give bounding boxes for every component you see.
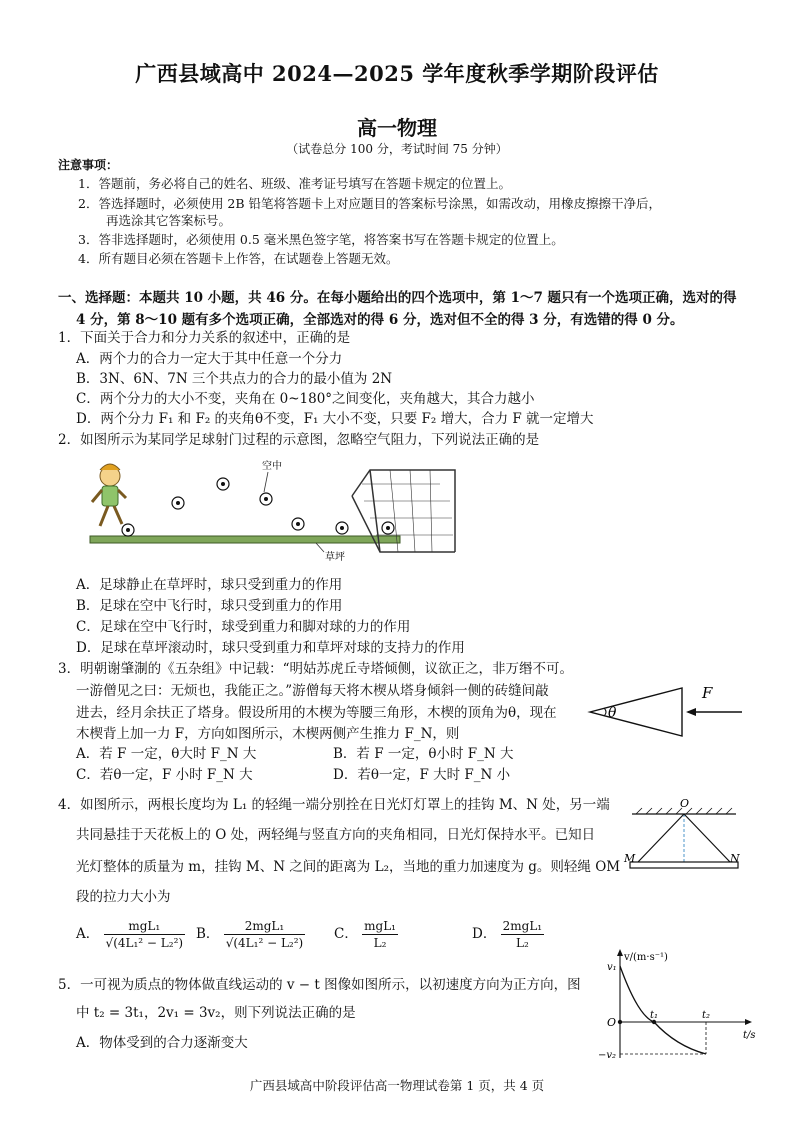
page-footer: 广西县域高中阶段评估高一物理试卷第 1 页，共 4 页	[249, 1078, 545, 1093]
note-item: 再选涂其它答案标号。	[106, 213, 232, 228]
numerator: mgL₁	[364, 919, 396, 933]
numerator: mgL₁	[104, 918, 186, 935]
q2-option-b: B．足球在空中飞行时，球只受到重力的作用	[76, 598, 343, 614]
q3-line: 3．明朝谢肇淛的《五杂组》中记载：“明姑苏虎丘寺塔倾侧，议欲正之，非万缗不可。	[58, 661, 573, 677]
label-F: F	[702, 684, 713, 702]
wedge-triangle	[590, 688, 682, 736]
q5-vt-graph	[598, 946, 788, 1068]
q4-option-c	[334, 918, 398, 951]
numerator: 2mgL₁	[224, 918, 306, 935]
denominator: √(4L₁² − L₂²)	[105, 936, 184, 950]
subject-title: 高一物理	[357, 116, 437, 140]
option-prefix: B．	[196, 926, 220, 942]
label-air: 空中	[262, 461, 282, 472]
label-M: M	[624, 852, 636, 865]
q4-option-a	[76, 918, 185, 951]
denominator: L₂	[373, 936, 387, 950]
label-t2: t₂	[702, 1010, 711, 1021]
fraction	[501, 918, 544, 951]
lamp-bar	[630, 862, 738, 868]
denominator: L₂	[515, 936, 529, 950]
q3-option-b: B．若 F 一定，θ小时 F_N 大	[333, 746, 514, 762]
q4-line: 段的拉力大小为	[76, 889, 171, 905]
y-axis-label: v/(m·s⁻¹)	[624, 952, 668, 963]
option-prefix: D．	[472, 926, 497, 942]
q2-soccer-figure	[80, 456, 470, 564]
grass-bar	[90, 536, 400, 543]
q1-option-c: C．两个分力的大小不变，夹角在 0~180°之间变化，夹角越大，其合力越小	[76, 391, 535, 407]
rope-om	[638, 814, 684, 862]
x-axis-label: t/s	[743, 1030, 756, 1041]
exam-info: （试卷总分 100 分，考试时间 75 分钟）	[286, 142, 508, 156]
option-prefix: A．	[76, 926, 100, 942]
label-grass: 草坪	[325, 552, 345, 563]
label-minus-v2: −v₂	[598, 1050, 617, 1061]
q2-option-a: A．足球静止在草坪时，球只受到重力的作用	[76, 577, 343, 593]
q4-line: 光灯整体的质量为 m，挂钩 M、N 之间的距离为 L₂，当地的重力加速度为 g。则轻绳 OM	[76, 859, 621, 875]
fraction	[362, 918, 398, 951]
note-item: 3．答非选择题时，必须使用 0.5 毫米黑色签字笔，将答案书写在答题卡规定的位置上。	[78, 232, 564, 247]
q3-wedge-figure	[582, 682, 752, 744]
q5-line: 中 t₂ = 3t₁，2v₁ = 3v₂，则下列说法正确的是	[76, 1005, 356, 1021]
section-line: 一、选择题：本题共 10 小题，共 46 分。在每小题给出的四个选项中，第 1～7 题只有一个选项正确，选对的得	[58, 290, 737, 306]
note-item: 1．答题前，务必将自己的姓名、班级、准考证号填写在答题卡规定的位置上。	[78, 176, 511, 191]
q4-option-d	[472, 918, 544, 951]
exam-title: 广西县域高中 2024—2025 学年度秋季学期阶段评估	[135, 61, 659, 86]
denominator: √(4L₁² − L₂²)	[225, 936, 304, 950]
rope-on	[684, 814, 730, 862]
q3-line: 进去，经月余扶正了塔身。假设所用的木楔为等腰三角形，木楔的顶角为θ，现在	[76, 705, 557, 721]
label-N: N	[730, 852, 740, 865]
label-theta: θ	[608, 705, 617, 721]
q2-option-c: C．足球在空中飞行时，球受到重力和脚对球的力的作用	[76, 619, 411, 635]
label-t1: t₁	[650, 1010, 659, 1021]
label-O: O	[680, 797, 690, 810]
section-line: 4 分，第 8～10 题有多个选项正确，全部选对的得 6 分，选对但不全的得 3 分，有选错的得 0 分。	[76, 312, 684, 328]
q5-option-a: A．物体受到的合力逐渐变大	[76, 1035, 248, 1051]
q4-line: 共同悬挂于天花板上的 O 处，两轻绳与竖直方向的夹角相同，日光灯保持水平。已知日	[76, 827, 596, 843]
q1-option-a: A．两个力的合力一定大于其中任意一个分力	[76, 351, 343, 367]
notes-heading: 注意事项：	[58, 158, 119, 172]
fraction	[224, 918, 306, 951]
q4-option-b	[196, 918, 305, 951]
q3-option-a: A．若 F 一定，θ大时 F_N 大	[76, 746, 257, 762]
q1-stem: 1．下面关于合力和分力关系的叙述中，正确的是	[58, 330, 351, 346]
q2-option-d: D．足球在草坪滚动时，球只受到重力和草坪对球的支持力的作用	[76, 640, 465, 656]
q3-line: 木楔背上加一力 F，方向如图所示，木楔两侧产生推力 F_N，则	[76, 726, 460, 742]
q3-line: 一游僧见之曰：无烦也，我能正之。”游僧每天将木楔从塔身倾斜一侧的砖缝间敲	[76, 683, 549, 699]
label-v1: v₁	[607, 962, 617, 973]
q4-lamp-figure	[620, 796, 746, 876]
vt-curve	[620, 966, 706, 1054]
q1-option-d: D．两个分力 F₁ 和 F₂ 的夹角θ不变，F₁ 大小不变，只要 F₂ 增大，合力 F 就一定增大	[76, 411, 594, 427]
fraction	[104, 918, 186, 951]
note-item: 2．答选择题时，必须使用 2B 铅笔将答题卡上对应题目的答案标号涂黑，如需改动，用橡皮擦擦干净后，	[78, 196, 662, 211]
q4-line: 4．如图所示，两根长度均为 L₁ 的轻绳一端分别拴在日光灯灯罩上的挂钩 M、N 处，另一端	[58, 797, 610, 813]
q2-stem: 2．如图所示为某同学足球射门过程的示意图，忽略空气阻力，下列说法正确的是	[58, 432, 540, 448]
q3-option-c: C．若θ一定，F 小时 F_N 大	[76, 767, 253, 783]
q1-option-b: B．3N、6N、7N 三个共点力的合力的最小值为 2N	[76, 371, 393, 387]
boy-figure	[92, 464, 126, 526]
q5-line: 5．一可视为质点的物体做直线运动的 v − t 图像如图所示，以初速度方向为正方向，图	[58, 977, 581, 993]
numerator: 2mgL₁	[502, 919, 543, 933]
label-origin: O	[607, 1016, 617, 1029]
option-prefix: C．	[334, 926, 358, 942]
q3-option-d: D．若θ一定，F 大时 F_N 小	[333, 767, 511, 783]
section-heading	[58, 287, 748, 331]
note-item: 4．所有题目必须在答题卡上作答，在试题卷上答题无效。	[78, 251, 399, 266]
